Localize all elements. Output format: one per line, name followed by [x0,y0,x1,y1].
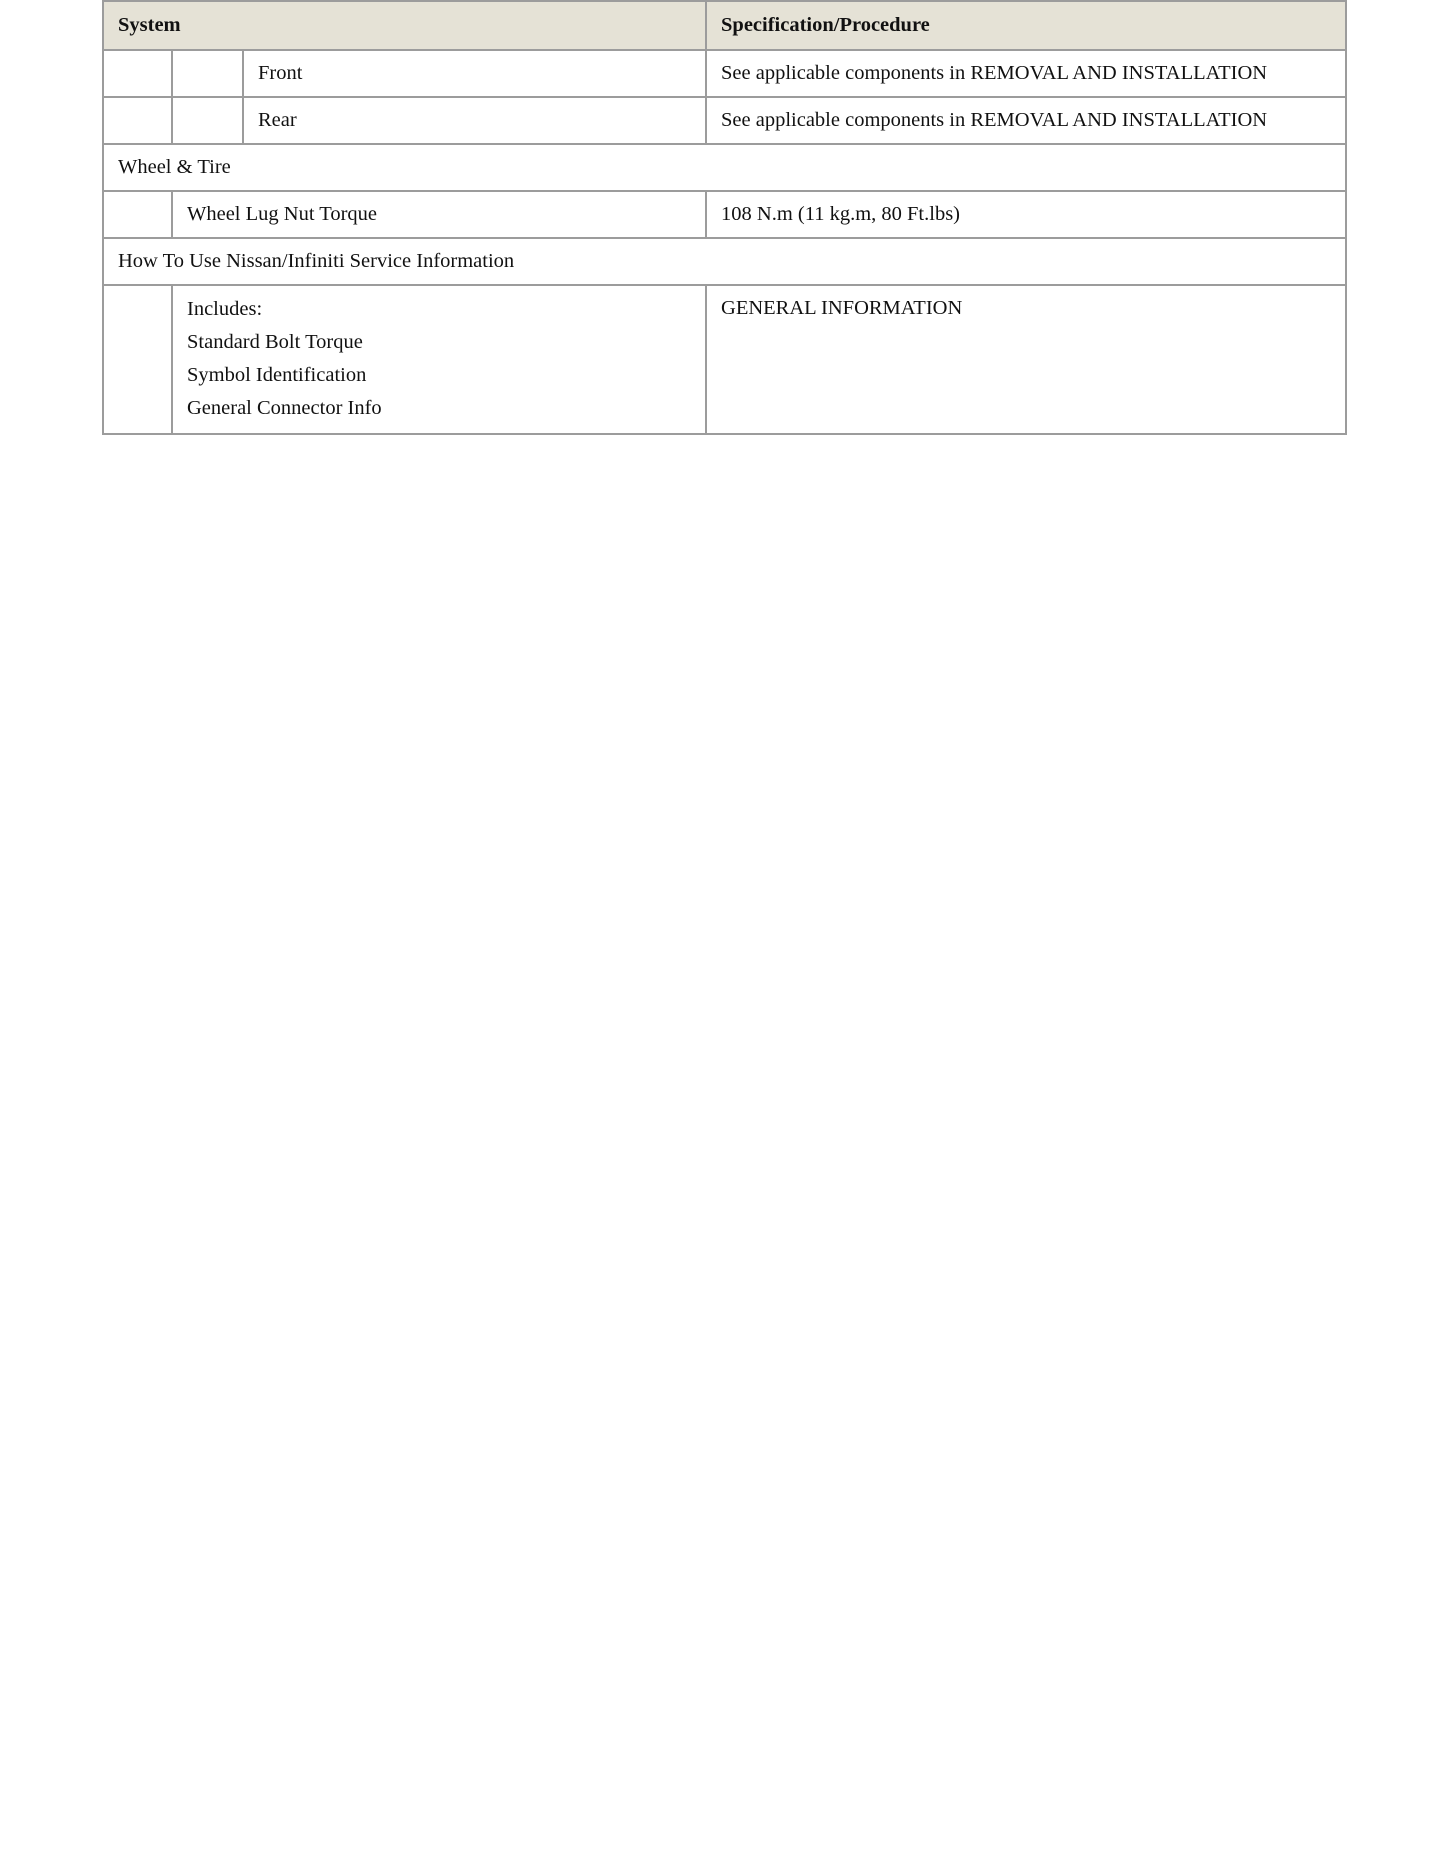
table-row-section-wheel-tire [103,144,1346,191]
table-header-row [103,1,1346,50]
section-heading-how-to-use: How To Use Nissan/Infiniti Service Information [103,238,1346,285]
table-row-section-how-to-use [103,238,1346,285]
table-row-lug-nut-torque [103,191,1346,238]
row-label-includes [172,285,706,434]
indent-cell [172,50,243,97]
section-heading-wheel-tire: Wheel & Tire [103,144,1346,191]
table-row-includes [103,285,1346,434]
indent-cell [103,97,172,144]
includes-line: Symbol Identification [187,364,367,386]
header-system: System [103,1,706,50]
indent-cell [172,97,243,144]
includes-line: General Connector Info [187,397,382,419]
row-label-front: Front [243,50,706,97]
specification-table [102,0,1347,435]
row-spec-lug-nut-torque: 108 N.m (11 kg.m, 80 Ft.lbs) [706,191,1346,238]
table-row-rear [103,97,1346,144]
includes-line: Includes: [187,298,263,320]
table-row-front [103,50,1346,97]
row-spec-includes: GENERAL INFORMATION [706,285,1346,434]
indent-cell [103,191,172,238]
header-specification: Specification/Procedure [706,1,1346,50]
includes-line: Standard Bolt Torque [187,331,363,353]
row-label-rear: Rear [243,97,706,144]
row-label-lug-nut-torque: Wheel Lug Nut Torque [172,191,706,238]
row-spec-front: See applicable components in REMOVAL AND INSTALLATION [706,50,1346,97]
indent-cell [103,285,172,434]
indent-cell [103,50,172,97]
row-spec-rear: See applicable components in REMOVAL AND INSTALLATION [706,97,1346,144]
